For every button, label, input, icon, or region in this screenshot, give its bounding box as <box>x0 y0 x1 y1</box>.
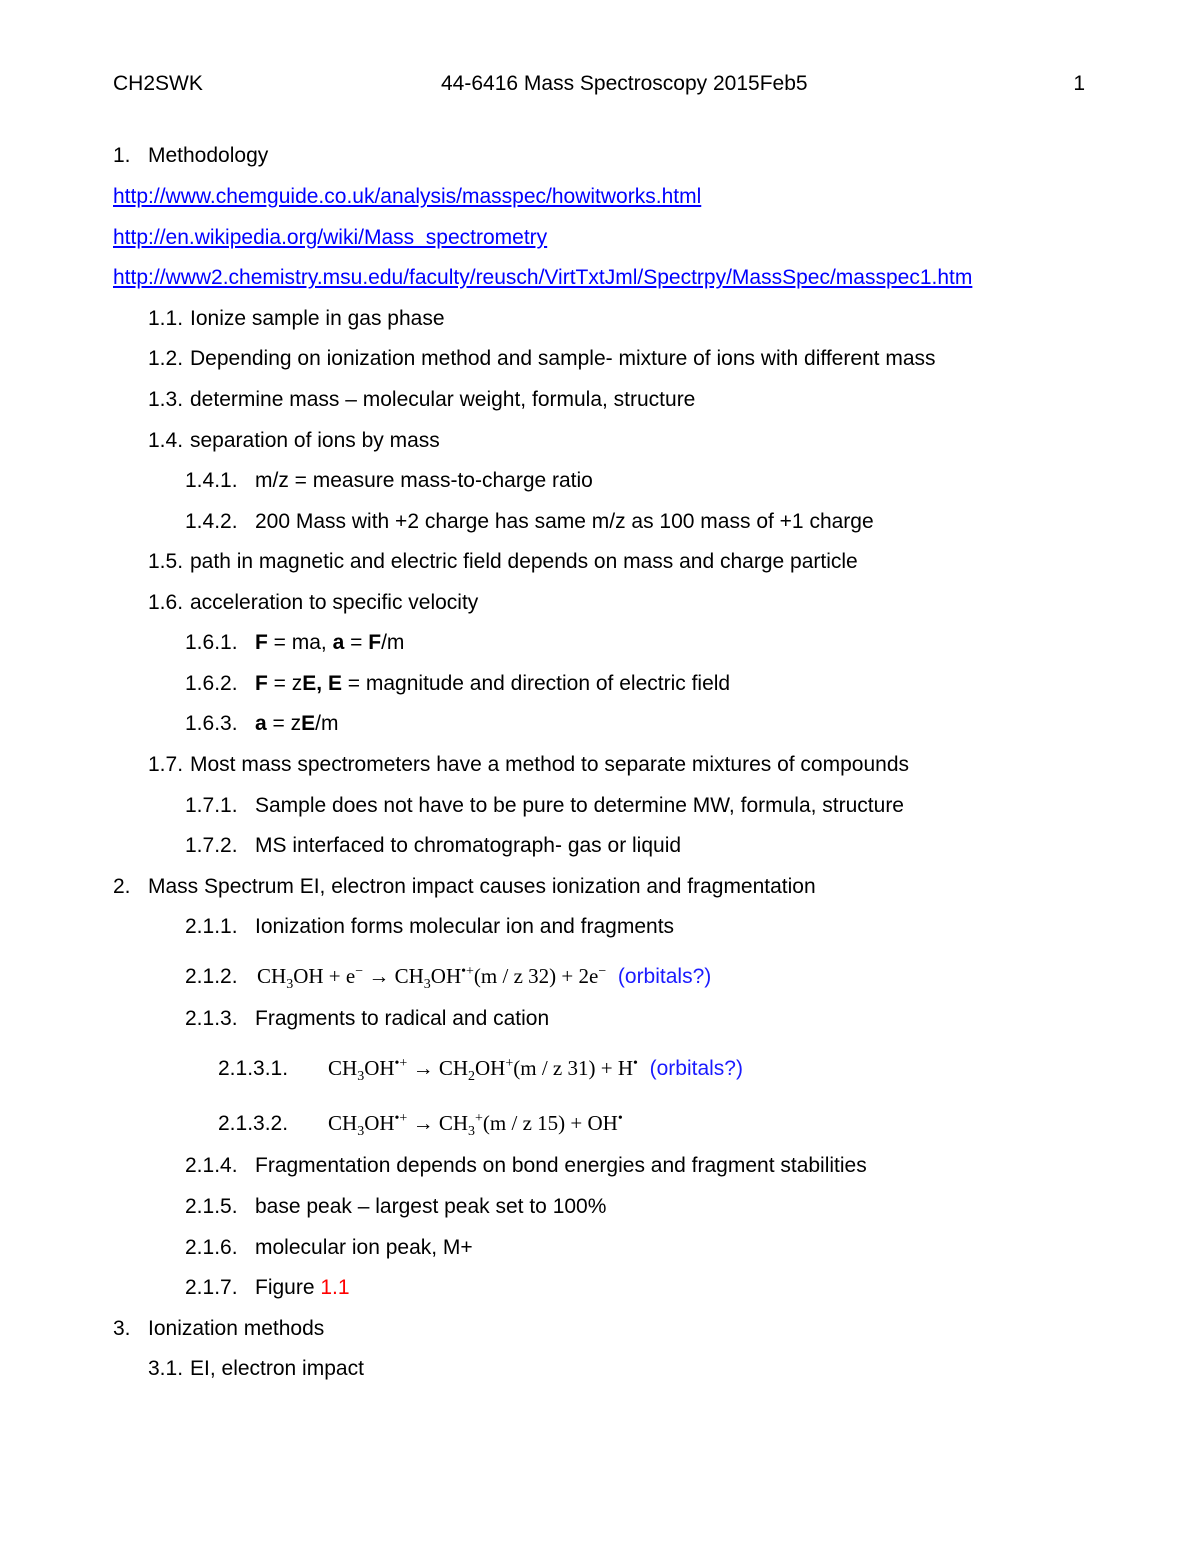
item-number: 1.4. <box>148 429 184 452</box>
section-text: Methodology <box>148 144 269 167</box>
eq-part: (m / z 32) + 2e <box>473 964 599 988</box>
fragmentation-equation <box>328 1111 623 1139</box>
list-item-2-1-4 <box>185 1153 867 1179</box>
page-number: 1 <box>1073 72 1085 95</box>
item-number: 1.6.3. <box>185 712 238 735</box>
link-wikipedia[interactable] <box>113 225 547 251</box>
equation-part: /m <box>381 631 405 654</box>
section-1-heading <box>113 143 268 169</box>
list-item-1-4-1 <box>185 468 593 494</box>
section-number: 3. <box>113 1317 131 1340</box>
list-item-1-7-1 <box>185 793 904 819</box>
link-text[interactable]: http://www.chemguide.co.uk/analysis/masspec/howitworks.html <box>113 185 702 208</box>
eq-superscript: •+ <box>461 964 474 979</box>
item-text: determine mass – molecular weight, formula, structure <box>190 388 696 411</box>
item-text: base peak – largest peak set to 100% <box>255 1195 607 1218</box>
eq-subscript: 2 <box>468 1069 476 1084</box>
item-text: Ionization forms molecular ion and fragments <box>255 915 675 938</box>
list-item-2-1-3-1 <box>218 1051 743 1090</box>
eq-superscript: + <box>505 1056 514 1071</box>
section-2-heading <box>113 874 816 900</box>
list-item-2-1-2 <box>185 959 711 998</box>
field-symbol: E <box>301 712 316 735</box>
figure-reference[interactable]: 1.1 <box>320 1276 350 1299</box>
item-number: 2.1.7. <box>185 1276 238 1299</box>
list-item-1-1 <box>148 306 445 332</box>
orbitals-note: (orbitals?) <box>617 965 712 988</box>
fragmentation-equation <box>328 1056 638 1084</box>
eq-part: → CH <box>363 964 424 988</box>
section-text: Ionization methods <box>148 1317 325 1340</box>
item-number: 1.6.1. <box>185 631 238 654</box>
item-text: Ionize sample in gas phase <box>190 307 445 330</box>
eq-part: CH <box>328 1111 358 1135</box>
list-item-1-4 <box>148 428 440 454</box>
equation-part: = magnitude and direction of electric field <box>341 672 731 695</box>
field-symbol: E, E <box>302 672 342 695</box>
item-number: 1.7.2. <box>185 834 238 857</box>
item-number: 2.1.3.2. <box>218 1112 289 1135</box>
eq-subscript: 3 <box>357 1124 365 1139</box>
link-text[interactable]: http://www2.chemistry.msu.edu/faculty/reusch/VirtTxtJml/Spectrpy/MassSpec/masspec1.htm <box>113 266 973 289</box>
list-item-1-6-1 <box>185 630 404 656</box>
list-item-2-1-3 <box>185 1006 549 1032</box>
page-header <box>113 72 1085 100</box>
equation-part: = z <box>266 712 302 735</box>
item-text: path in magnetic and electric field depends on mass and charge particle <box>190 550 858 573</box>
item-number: 1.7. <box>148 753 184 776</box>
list-item-1-4-2 <box>185 509 874 535</box>
item-text: 200 Mass with +2 charge has same m/z as 100 mass of +1 charge <box>255 510 874 533</box>
item-number: 2.1.3. <box>185 1007 238 1030</box>
equation-part: = z <box>267 672 303 695</box>
item-text: acceleration to specific velocity <box>190 591 479 614</box>
list-item-2-1-3-2 <box>218 1106 623 1145</box>
eq-superscript: − <box>598 964 607 979</box>
force-symbol: F <box>255 672 268 695</box>
section-number: 1. <box>113 144 131 167</box>
item-text: Fragmentation depends on bond energies and fragment stabilities <box>255 1154 867 1177</box>
link-text[interactable]: http://en.wikipedia.org/wiki/Mass_spectrometry <box>113 226 548 249</box>
force-symbol: F <box>255 631 268 654</box>
list-item-1-3 <box>148 387 695 413</box>
item-number: 1.6. <box>148 591 184 614</box>
section-text: Mass Spectrum EI, electron impact causes ionization and fragmentation <box>148 875 816 898</box>
eq-part: (m / z 15) + OH <box>482 1111 618 1135</box>
item-text: m/z = measure mass-to-charge ratio <box>255 469 593 492</box>
item-number: 2.1.4. <box>185 1154 238 1177</box>
list-item-1-2 <box>148 346 936 372</box>
eq-superscript: • <box>617 1111 623 1126</box>
acceleration-symbol: a <box>255 712 267 735</box>
item-number: 2.1.1. <box>185 915 238 938</box>
equation-part: = ma, <box>267 631 333 654</box>
item-number: 1.4.1. <box>185 469 238 492</box>
eq-subscript: 3 <box>286 977 294 992</box>
item-number: 1.3. <box>148 388 184 411</box>
item-text: Sample does not have to be pure to determine MW, formula, structure <box>255 794 904 817</box>
list-item-2-1-7 <box>185 1275 350 1301</box>
force-symbol: F <box>368 631 382 654</box>
eq-superscript: • <box>633 1056 638 1071</box>
eq-part: OH + e <box>293 964 356 988</box>
ionization-equation <box>257 964 607 992</box>
eq-superscript: •+ <box>394 1111 408 1126</box>
item-number: 1.7.1. <box>185 794 238 817</box>
list-item-1-5 <box>148 549 858 575</box>
eq-subscript: 3 <box>357 1069 365 1084</box>
list-item-1-7 <box>148 752 909 778</box>
item-text: molecular ion peak, M+ <box>255 1236 473 1259</box>
acceleration-symbol: a <box>332 631 345 654</box>
eq-superscript: •+ <box>394 1056 408 1071</box>
course-code: CH2SWK <box>113 72 203 95</box>
item-number: 1.6.2. <box>185 672 238 695</box>
orbitals-note: (orbitals?) <box>649 1057 743 1080</box>
list-item-2-1-5 <box>185 1194 606 1220</box>
list-item-2-1-1 <box>185 914 674 940</box>
section-3-heading <box>113 1316 324 1342</box>
list-item-2-1-6 <box>185 1235 473 1261</box>
eq-part: OH <box>364 1111 395 1135</box>
item-number: 3.1. <box>148 1357 184 1380</box>
item-number: 2.1.3.1. <box>218 1057 289 1080</box>
item-text: Fragments to radical and cation <box>255 1007 550 1030</box>
eq-part: (m / z 31) + H <box>513 1056 634 1080</box>
item-text: EI, electron impact <box>190 1357 364 1380</box>
eq-subscript: 3 <box>423 977 431 992</box>
eq-part: → CH <box>407 1111 469 1135</box>
section-number: 2. <box>113 875 131 898</box>
list-item-1-7-2 <box>185 833 681 859</box>
item-text: Depending on ionization method and sample- mixture of ions with different mass <box>190 347 936 370</box>
document-title: 44-6416 Mass Spectroscopy 2015Feb5 <box>441 72 808 95</box>
item-number: 2.1.5. <box>185 1195 238 1218</box>
eq-superscript: + <box>475 1111 483 1126</box>
eq-part: OH <box>475 1056 506 1080</box>
eq-part: CH <box>328 1056 358 1080</box>
list-item-3-1 <box>148 1356 364 1382</box>
item-number: 1.2. <box>148 347 184 370</box>
item-number: 2.1.6. <box>185 1236 238 1259</box>
item-text: Figure <box>255 1276 321 1299</box>
eq-part: OH <box>364 1056 395 1080</box>
list-item-1-6-2 <box>185 671 730 697</box>
item-number: 1.5. <box>148 550 184 573</box>
link-chemguide[interactable] <box>113 184 701 210</box>
item-text: separation of ions by mass <box>190 429 440 452</box>
eq-part: → CH <box>407 1056 469 1080</box>
list-item-1-6 <box>148 590 478 616</box>
eq-superscript: − <box>355 964 364 979</box>
equation-part: /m <box>315 712 339 735</box>
eq-part: CH <box>257 964 287 988</box>
equation-part: = <box>344 631 369 654</box>
list-item-1-6-3 <box>185 711 338 737</box>
item-number: 2.1.2. <box>185 965 238 988</box>
eq-part: OH <box>430 964 462 988</box>
item-number: 1.4.2. <box>185 510 238 533</box>
eq-subscript: 3 <box>468 1124 476 1139</box>
item-text: MS interfaced to chromatograph- gas or liquid <box>255 834 682 857</box>
item-number: 1.1. <box>148 307 184 330</box>
item-text: Most mass spectrometers have a method to separate mixtures of compounds <box>190 753 909 776</box>
link-msu[interactable] <box>113 265 972 291</box>
